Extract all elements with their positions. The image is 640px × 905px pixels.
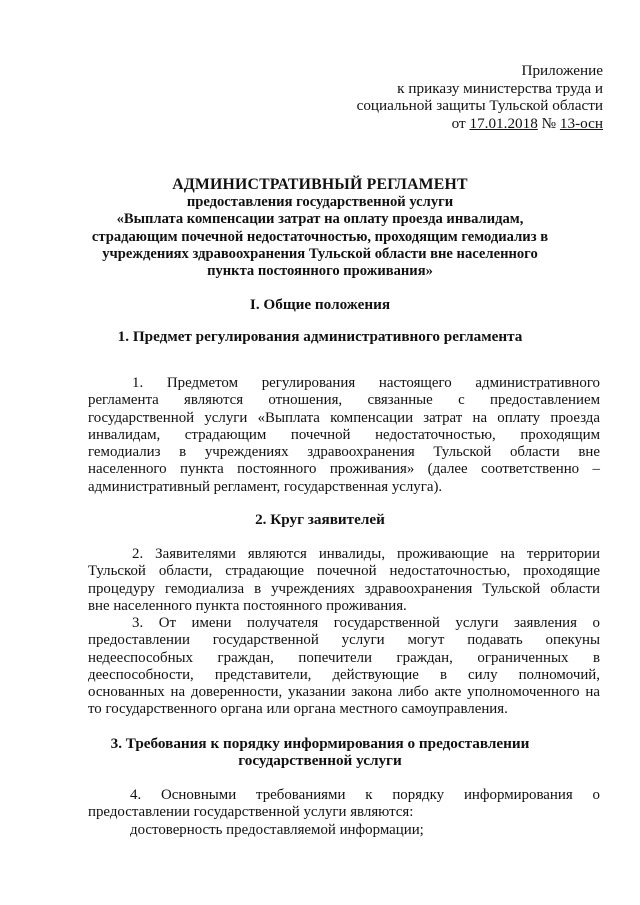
paragraph-1-line: населенного пункта постоянного проживания» (далее соответственно – [88,461,600,478]
paragraph-2-line: 2. Заявителями являются инвалиды, проживающие на территории [132,546,600,562]
paragraph-3-line: основанных на доверенности, указании закона либо акте уполномоченного на [88,684,600,701]
paragraph-2-line: вне населенного пункта постоянного проживания. [88,597,407,614]
paragraph-1-line: 1. Предметом регулирования настоящего административного [132,375,600,391]
attachment-line-3: социальной защиты Тульской области [356,97,603,114]
paragraph-4-line: 4. Основными требованиями к порядку информирования о [130,787,600,803]
attachment-note [357,62,603,132]
paragraph-3 [88,615,600,719]
date-prefix: от [451,114,470,132]
paragraph-2-line: процедуру гемодиализа в учреждениях здравоохранения Тульской области [88,580,600,597]
paragraph-1-line: инвалидам, страдающим почечной недостаточностью, проходящим [88,426,600,443]
order-date: 17.01.2018 [469,114,538,132]
subsection-heading-requirements-line-1: 3. Требования к порядку информирования о предоставлении [110,735,530,752]
title-line-2: «Выплата компенсации затрат на оплату проезда инвалидам, [116,211,524,228]
paragraph-4 [88,787,600,839]
title-line-4: учреждениях здравоохранения Тульской области вне населенного [102,245,538,262]
paragraph-4-line: предоставлении государственной услуги являются: [88,804,414,821]
paragraph-2-line: Тульской области, страдающие почечной недостаточностью, проходящие [88,563,600,580]
paragraph-3-line: недееспособных граждан, попечители граждан, ограниченных в [88,649,600,666]
title-line-5: пункта постоянного проживания» [207,263,433,280]
subsection-heading-subject: 1. Предмет регулирования административного регламента [117,328,523,345]
subsection-heading-applicants: 2. Круг заявителей [255,511,385,528]
attachment-line-2: к приказу министерства труда и [397,79,603,97]
section-heading-general: I. Общие положения [249,296,391,313]
paragraph-1-line: государственной услуги «Выплата компенсации затрат на оплату проезда [88,409,600,426]
attachment-line-1: Приложение [521,62,603,79]
paragraph-2 [88,546,600,615]
list-item-reliability: достоверность предоставляемой информации; [130,821,424,838]
paragraph-1 [88,375,600,496]
title-line-3: страдающим почечной недостаточностью, проходящим гемодиализ в [91,228,549,245]
document-title [40,176,600,280]
number-prefix: № [537,114,560,132]
paragraph-1-line: гемодиализ в учреждениях здравоохранения Тульской области вне [88,444,600,461]
paragraph-3-line: 3. От имени получателя государственной услуги заявления о [132,615,600,631]
paragraph-3-line: то государственного органа или органа местного самоуправления. [88,701,508,718]
order-number: 13-осн [559,114,603,132]
paragraph-1-line: административный регламент, государственная услуга). [88,478,443,495]
subsection-heading-requirements-line-2: государственной услуги [238,752,402,769]
attachment-date-line [357,115,603,133]
paragraph-1-line: регламента являются отношения, связанные с предоставлением [88,392,600,409]
title-line-1: предоставления государственной услуги [186,194,454,211]
paragraph-3-line: предоставлении государственной услуги могут подавать опекуны [88,632,600,649]
title-main: АДМИНИСТРАТИВНЫЙ РЕГЛАМЕНТ [172,176,468,193]
paragraph-3-line: дееспособности, представители, действующие в силу полномочий, [88,666,600,683]
